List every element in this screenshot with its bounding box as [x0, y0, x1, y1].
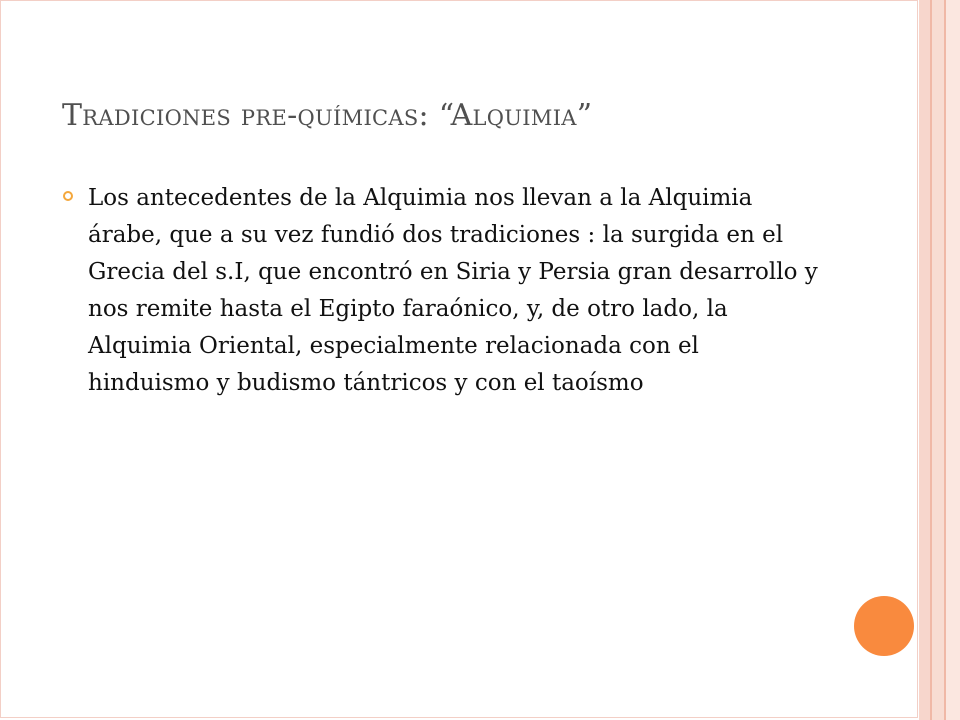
bullet-item	[62, 180, 822, 402]
bullet-circle-icon	[62, 180, 88, 206]
bullet-text: Los antecedentes de la Alquimia nos llevan a la Alquimia árabe, que a su vez fundió dos tradiciones : la surgida en el Grecia del s.I, que encontró en Siria y Persia gran desarrollo y nos remite hasta el Egipto faraónico, y, de otro lado, la Alquimia Oriental, especialmente relacionada con el hinduismo y budismo tántricos y con el taoísmo	[88, 185, 818, 396]
slide-title: Tradiciones pre-químicas: “Alquimia”	[62, 98, 593, 133]
accent-circle	[854, 596, 914, 656]
side-stripe	[932, 0, 944, 720]
side-stripe	[919, 0, 930, 720]
slide-body	[62, 180, 822, 402]
side-stripe	[946, 0, 960, 720]
